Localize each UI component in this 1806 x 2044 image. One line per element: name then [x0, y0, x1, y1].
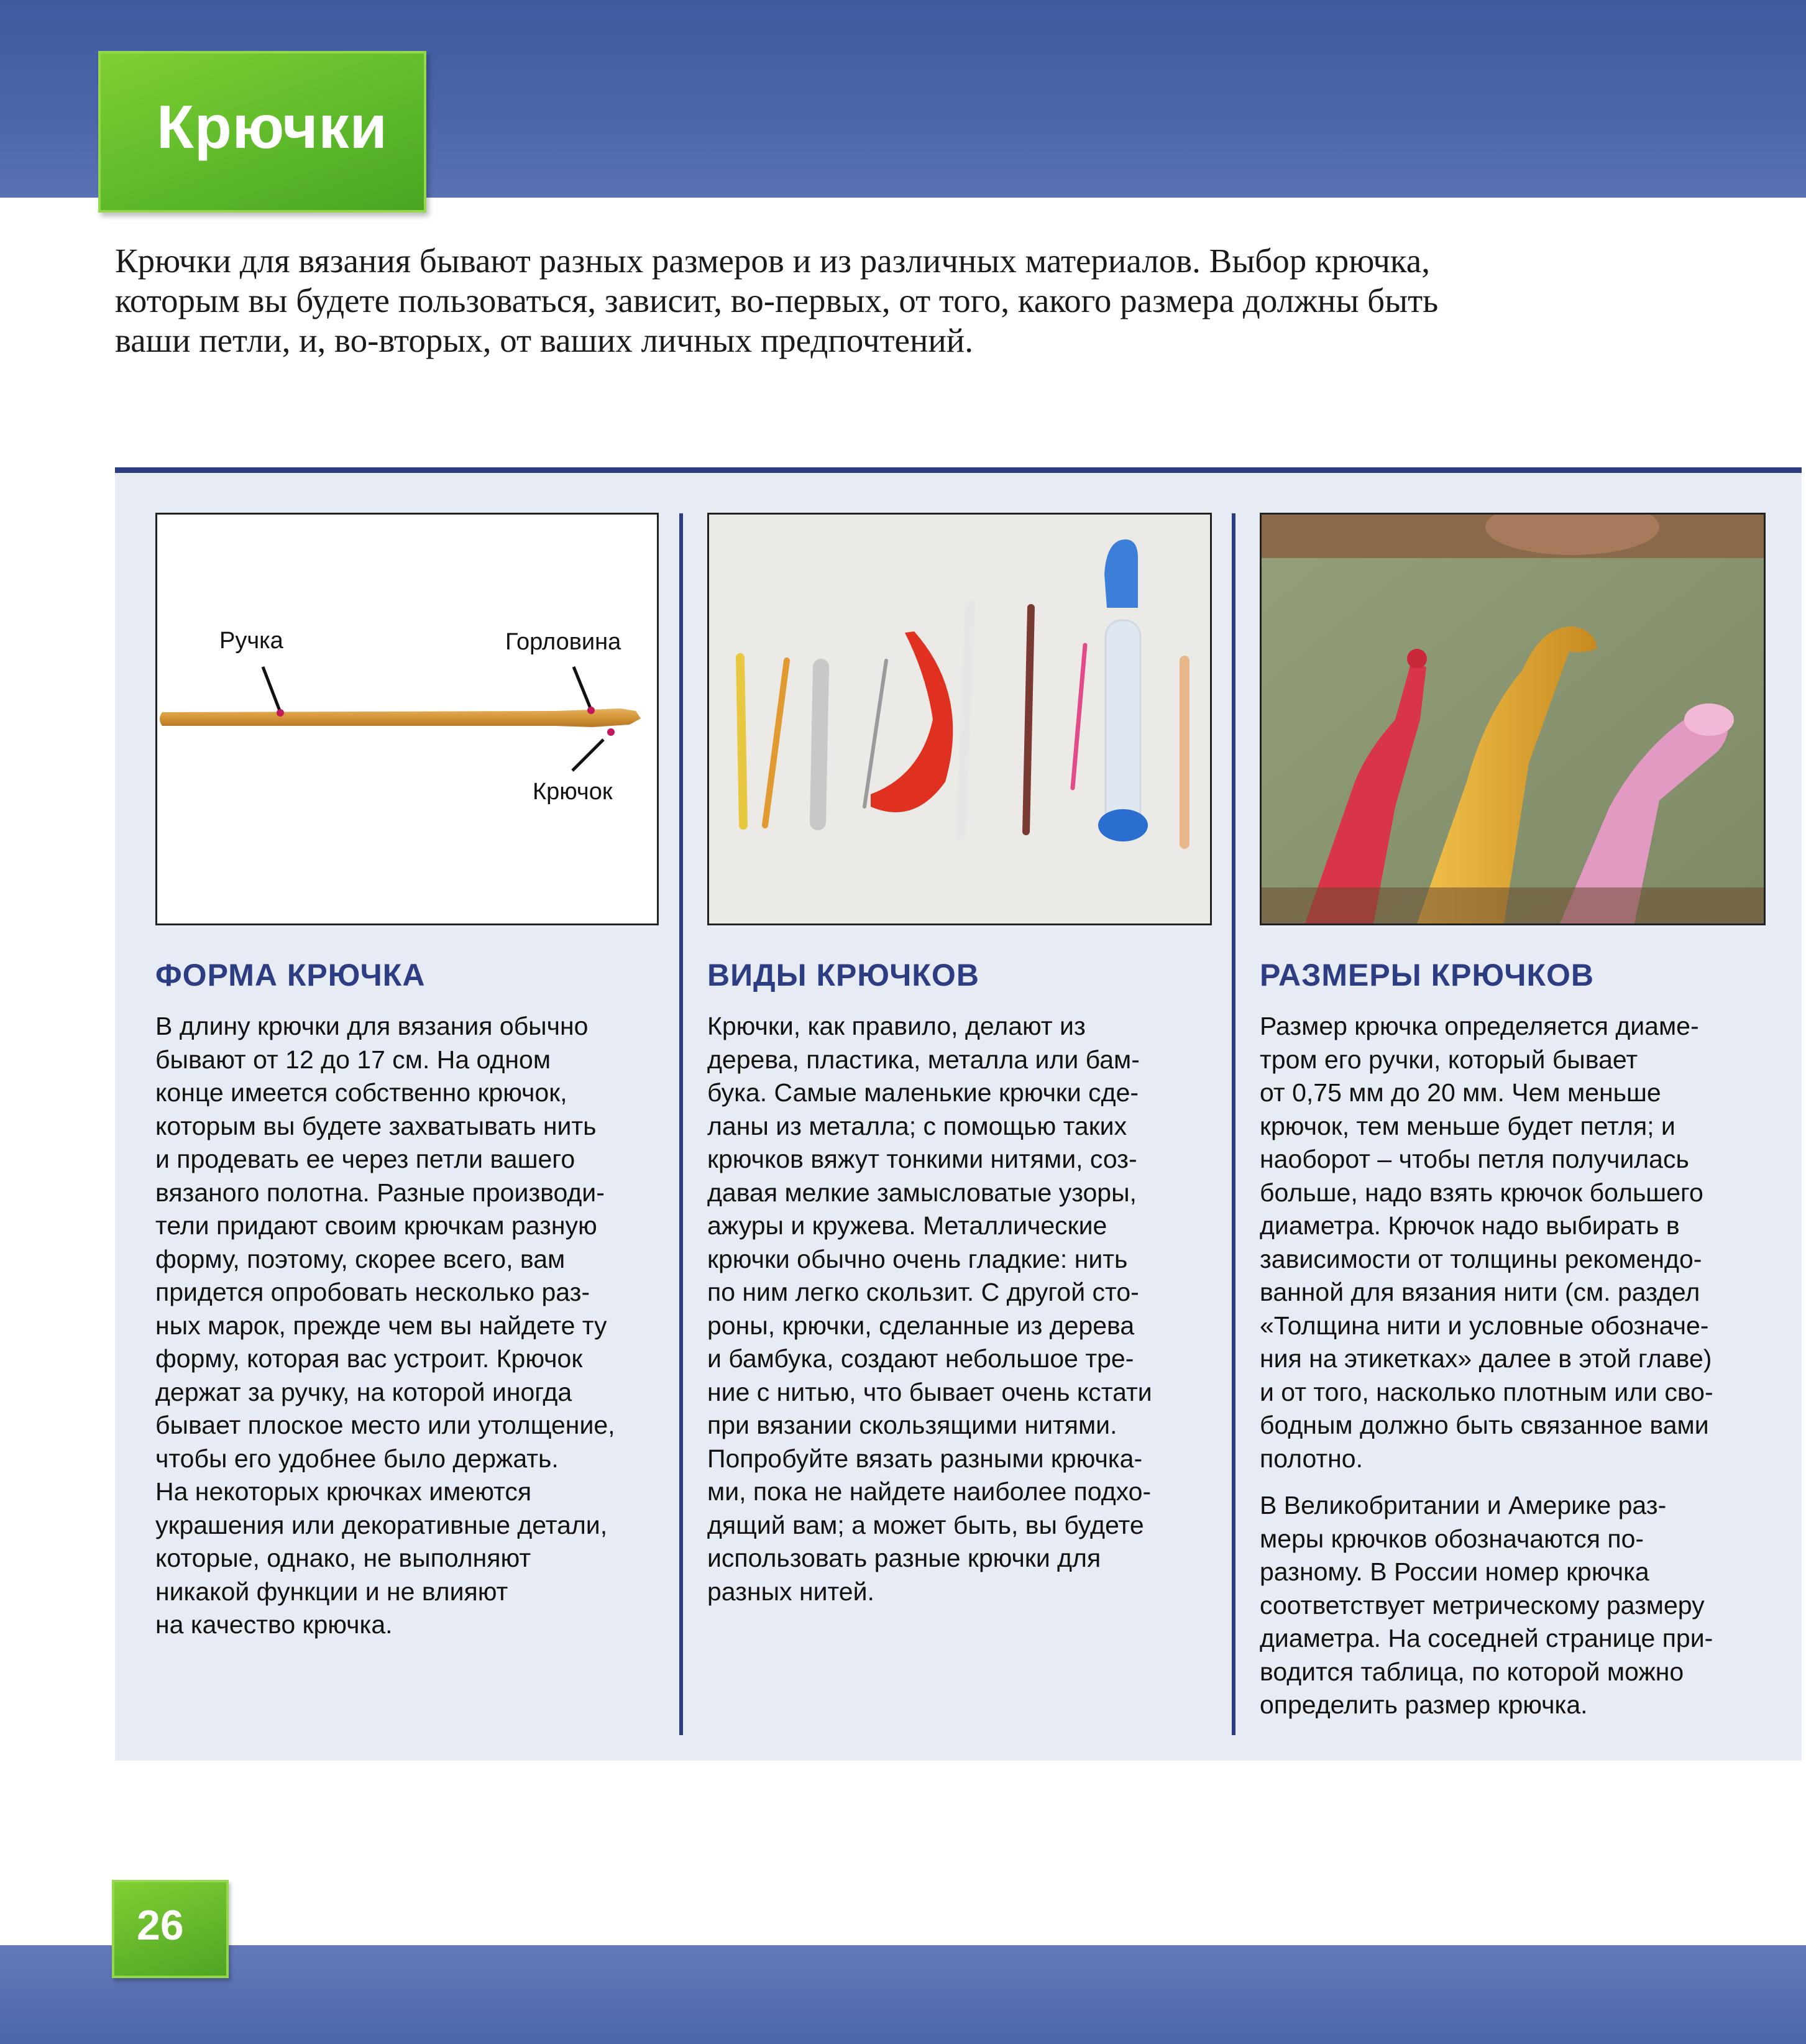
text-line: от 0,75 мм до 20 мм. Чем меньше	[1260, 1078, 1661, 1107]
text-line: полотно.	[1260, 1444, 1364, 1473]
text-line: давая мелкие замысловатые узоры,	[707, 1178, 1137, 1207]
page-number: 26	[137, 1902, 184, 1949]
text-line: наоборот – чтобы петля получилась	[1260, 1145, 1689, 1173]
text-line: никакой функции и не влияют	[155, 1577, 508, 1606]
text-line: Попробуйте вязать разными крючка-	[707, 1444, 1143, 1473]
text-line: ланы из металла; с помощью таких	[707, 1111, 1127, 1140]
text-hook-sizes	[1260, 1010, 1776, 1722]
hook-sizes-illustration	[1262, 515, 1764, 923]
text-line: соответствует метрическому размеру	[1260, 1590, 1705, 1620]
hook-diagram-illustration	[157, 515, 657, 923]
text-line: Крючки, как правило, делают из	[707, 1012, 1086, 1040]
section-title-box	[98, 51, 426, 213]
text-line: зависимости от толщины рекомендо-	[1260, 1244, 1702, 1273]
text-line: по ним легко скользит. С другой сто-	[707, 1278, 1139, 1306]
text-line: тели придают своим крючкам разную	[155, 1211, 597, 1240]
text-line: форму, поэтому, скорее всего, вам	[155, 1244, 566, 1273]
text-line: диаметра. На соседней странице при-	[1260, 1624, 1713, 1652]
text-line: крючки обычно очень гладкие: нить	[707, 1244, 1128, 1273]
text-line: придется опробовать несколько раз-	[155, 1278, 590, 1306]
text-line: бука. Самые маленькие крючки сде-	[707, 1078, 1139, 1107]
text-line: ния на этикетках» далее в этой главе)	[1260, 1344, 1712, 1373]
text-line: бывают от 12 до 17 см. На одном	[155, 1045, 551, 1074]
text-line: и продевать ее через петли вашего	[155, 1145, 575, 1173]
column-divider	[679, 513, 683, 1735]
text-line: бывает плоское место или утолщение,	[155, 1411, 615, 1439]
text-hook-shape	[155, 1010, 665, 1642]
text-line: и от того, насколько плотным или сво-	[1260, 1377, 1713, 1406]
text-line: при вязании скользящими нитями.	[707, 1411, 1117, 1439]
bottom-band	[0, 1945, 1806, 2044]
text-line: В Великобритании и Америке раз-	[1260, 1491, 1667, 1519]
text-line: конце имеется собственно крючок,	[155, 1078, 567, 1107]
text-line: разному. В России номер крючка	[1260, 1557, 1649, 1586]
intro-line: которым вы будете пользоваться, зависит, во-первых, от того, какого размера должны быть	[115, 282, 1439, 319]
hook-types-illustration	[709, 515, 1210, 923]
intro-line: ваши петли, и, во-вторых, от ваших личных предпочтений.	[115, 321, 973, 359]
hook-types-photo	[707, 513, 1212, 925]
text-line: дерева, пластика, металла или бам-	[707, 1045, 1140, 1074]
text-line: крючок, тем меньше будет петля; и	[1260, 1111, 1675, 1140]
column-divider	[1232, 513, 1235, 1735]
heading-hook-sizes: РАЗМЕРЫ КРЮЧКОВ	[1260, 958, 1594, 992]
text-line: бодным должно быть связанное вами	[1260, 1411, 1709, 1439]
label-throat: Горловина	[505, 629, 621, 655]
text-line: меры крючков обозначаются по-	[1260, 1524, 1644, 1553]
text-line: ажуры и кружева. Металлические	[707, 1211, 1107, 1240]
text-line: крючков вяжут тонкими нитями, соз-	[707, 1145, 1137, 1173]
text-line: форму, которая вас устроит. Крючок	[155, 1344, 583, 1373]
text-line: дящий вам; а может быть, вы будете	[707, 1510, 1144, 1539]
text-line: вязаного полотна. Разные производи-	[155, 1178, 605, 1207]
text-line: держат за ручку, на которой иногда	[155, 1377, 572, 1406]
text-line: и бамбука, создают небольшое тре-	[707, 1344, 1134, 1373]
label-hook: Крючок	[533, 779, 613, 805]
text-line: «Толщина нити и условные обозначе-	[1260, 1311, 1709, 1340]
text-line: больше, надо взять крючок большего	[1260, 1178, 1703, 1207]
text-line: водится таблица, по которой можно	[1260, 1657, 1684, 1686]
text-line: В длину крючки для вязания обычно	[155, 1012, 589, 1040]
text-line: использовать разные крючки для	[707, 1544, 1101, 1572]
heading-hook-shape: ФОРМА КРЮЧКА	[155, 958, 426, 992]
text-line: которым вы будете захватывать нить	[155, 1111, 597, 1140]
text-line: тром его ручки, который бывает	[1260, 1045, 1638, 1074]
heading-hook-types: ВИДЫ КРЮЧКОВ	[707, 958, 979, 992]
text-hook-types	[707, 1010, 1217, 1608]
text-line: диаметра. Крючок надо выбирать в	[1260, 1211, 1680, 1240]
hook-diagram	[155, 513, 659, 925]
text-line: ние с нитью, что бывает очень кстати	[707, 1377, 1152, 1406]
text-line: На некоторых крючках имеются	[155, 1477, 532, 1506]
section-title: Крючки	[157, 93, 388, 161]
text-line: разных нитей.	[707, 1577, 874, 1606]
page-number-box	[112, 1880, 229, 1978]
text-line: на качество крючка.	[155, 1610, 393, 1639]
hook-sizes-photo	[1260, 513, 1766, 925]
text-line: определить размер крючка.	[1260, 1690, 1588, 1719]
intro-line: Крючки для вязания бывают разных размеров и из различных материалов. Выбор крючка,	[115, 242, 1430, 280]
text-line: ных марок, прежде чем вы найдете ту	[155, 1311, 607, 1340]
text-line: ми, пока не найдете наиболее подхо-	[707, 1477, 1152, 1506]
text-line: которые, однако, не выполняют	[155, 1544, 531, 1572]
intro-paragraph	[115, 241, 1756, 360]
text-line: Размер крючка определяется диаме-	[1260, 1012, 1699, 1040]
text-line: чтобы его удобнее было держать.	[155, 1444, 559, 1473]
label-handle: Ручка	[219, 628, 283, 654]
text-line: украшения или декоративные детали,	[155, 1510, 608, 1539]
text-line: ванной для вязания нити (см. раздел	[1260, 1278, 1700, 1306]
text-line: роны, крючки, сделанные из дерева	[707, 1311, 1135, 1340]
